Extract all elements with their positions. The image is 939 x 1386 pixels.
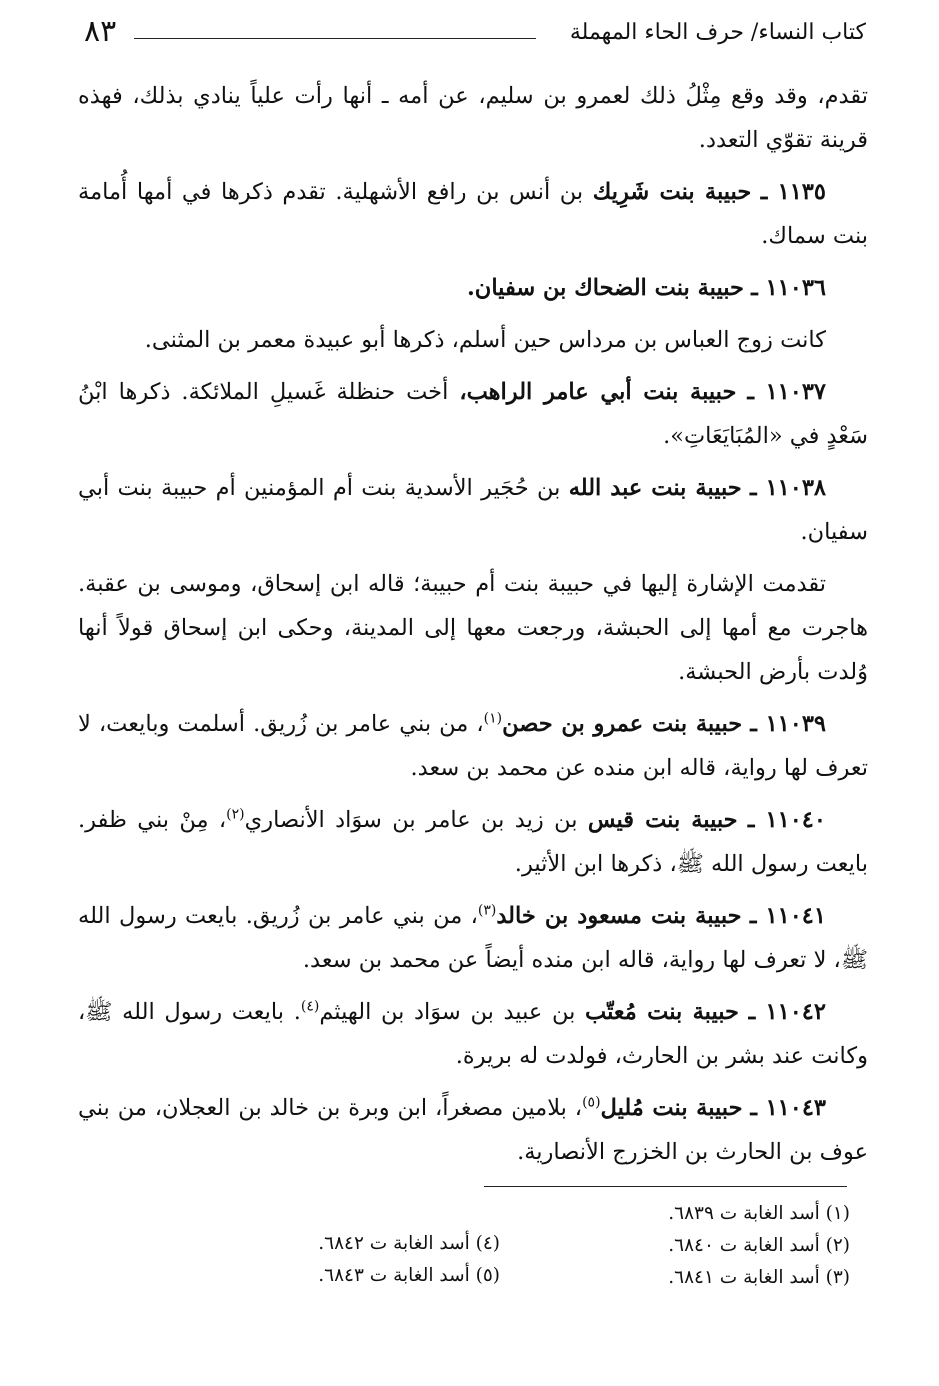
entry-number: ١١٠٣٩ ـ: [750, 711, 826, 737]
page-header: [84, 12, 866, 56]
entry-11042: [78, 990, 868, 1078]
entry-11036: [78, 266, 868, 310]
footnote: (٥) أسد الغابة ت ٦٨٤٣.: [318, 1265, 500, 1286]
entry-text: بن زيد بن عامر بن سوَاد الأنصاري: [244, 807, 578, 833]
entry-11038-body: [78, 562, 868, 694]
footnote: (٣) أسد الغابة ت ٦٨٤١.: [668, 1267, 850, 1288]
entry-heading: حبيبة بنت عبد الله: [568, 475, 742, 501]
entry-number: ١١٠٣٧ ـ: [747, 379, 827, 405]
entry-heading: حبيبة بنت مُليل: [600, 1095, 743, 1121]
entry-11043: [78, 1086, 868, 1174]
entry-heading: حبيبة بنت عمرو بن حصن: [502, 711, 743, 737]
entry-11037: [78, 370, 868, 458]
entry-heading: حبيبة بنت أبي عامر الراهب،: [459, 379, 737, 405]
footnote-marker: (١): [483, 710, 503, 727]
entry-number: ١١٠٤٠ ـ: [747, 807, 826, 833]
entry-number: ١١٠٤٢ ـ: [748, 999, 826, 1025]
entry-11040: [78, 798, 868, 886]
entry-1135: [78, 170, 868, 258]
header-rule: [134, 38, 536, 39]
entry-text: بن عبيد بن سوَاد بن الهيثم: [319, 999, 576, 1025]
entry-number: ١١٠٤٣ ـ: [750, 1095, 827, 1121]
entry-11038: [78, 466, 868, 554]
entry-11039: [78, 702, 868, 790]
footnote: (١) أسد الغابة ت ٦٨٣٩.: [668, 1203, 850, 1224]
entry-heading: حبيبة بنت مسعود بن خالد: [496, 903, 742, 929]
footnote-marker: (٣): [477, 902, 497, 919]
entry-text: . بايعت رسول الله ﷺ، وكانت عند بشر بن الحارث، فولدت له بريرة.: [78, 999, 868, 1069]
entry-text: ، بلامين مصغراً، ابن وبرة بن خالد بن العجلان، من بني عوف بن الحارث بن الخزرج الأنصارية.: [78, 1095, 868, 1165]
main-text: [78, 74, 868, 1182]
entry-number: ١١٠٣٨ ـ: [750, 475, 827, 501]
entry-text: بن حُجَير الأسدية بنت أم المؤمنين أم حبيبة بنت أبي سفيان.: [78, 475, 868, 545]
entry-heading: حبيبة بنت شَرِيك: [592, 179, 752, 205]
footnotes-column-left: [160, 1198, 500, 1292]
paragraph-text: كانت زوج العباس بن مرداس حين أسلم، ذكرها أبو عبيدة معمر بن المثنى.: [144, 327, 826, 353]
entry-heading: حبيبة بنت قيس: [587, 807, 738, 833]
footnote-marker: (٤): [300, 998, 320, 1015]
entry-text: ، من بني عامر بن زُريق. أسلمت وبايعت، لا تعرف لها رواية، قاله ابن منده عن محمد بن سعد.: [78, 711, 868, 781]
entry-heading: حبيبة بنت مُعتّب: [585, 999, 739, 1025]
entry-text: ، مِنْ بني ظفر. بايعت رسول الله ﷺ، ذكرها ابن الأثير.: [78, 807, 868, 877]
footnote-rule: [484, 1186, 847, 1187]
entry-number: ١١٠٤١ ـ: [749, 903, 826, 929]
running-title: كتاب النساء/ حرف الحاء المهملة: [569, 20, 866, 45]
entry-number: ١١٣٥ ـ: [760, 179, 826, 205]
entry-text: بن أنس بن رافع الأشهلية. تقدم ذكرها في أمها أُمامة بنت سماك.: [78, 179, 868, 249]
footnote: (٢) أسد الغابة ت ٦٨٤٠.: [668, 1235, 850, 1256]
page-number: ٨٣: [84, 14, 117, 49]
footnote: (٤) أسد الغابة ت ٦٨٤٢.: [318, 1233, 500, 1254]
footnotes-column-right: [510, 1198, 850, 1294]
footnote-marker: (٥): [582, 1094, 601, 1111]
paragraph-continuation: [78, 74, 868, 162]
paragraph-text: تقدمت الإشارة إليها في حبيبة بنت أم حبيبة؛ قاله ابن إسحاق، وموسى بن عقبة. هاجرت مع أمها إلى الحبشة، ورجعت معها إلى المدينة، وحكى ابن إسحاق قولاً أنها وُلدت بأرض الحبشة.: [78, 571, 868, 685]
footnote-marker: (٢): [226, 806, 245, 823]
paragraph-text: تقدم، وقد وقع مِثْلُ ذلك لعمرو بن سليم، عن أمه ـ أنها رأت علياً ينادي بذلك، فهذه قرينة تقوّي التعدد.: [78, 83, 868, 153]
entry-11041: [78, 894, 868, 982]
entry-text: ، من بني عامر بن زُريق. بايعت رسول الله ﷺ، لا تعرف لها رواية، قاله ابن منده أيضاً عن محمد بن سعد.: [78, 903, 868, 973]
entry-11036-body: [78, 318, 868, 362]
entry-heading: حبيبة بنت الضحاك بن سفيان.: [466, 275, 744, 301]
entry-text: أخت حنظلة غَسيلِ الملائكة. ذكرها ابْنُ سَعْدٍ في «المُبَايَعَاتِ».: [78, 379, 868, 449]
entry-number: ١١٠٣٦ ـ: [751, 275, 826, 301]
